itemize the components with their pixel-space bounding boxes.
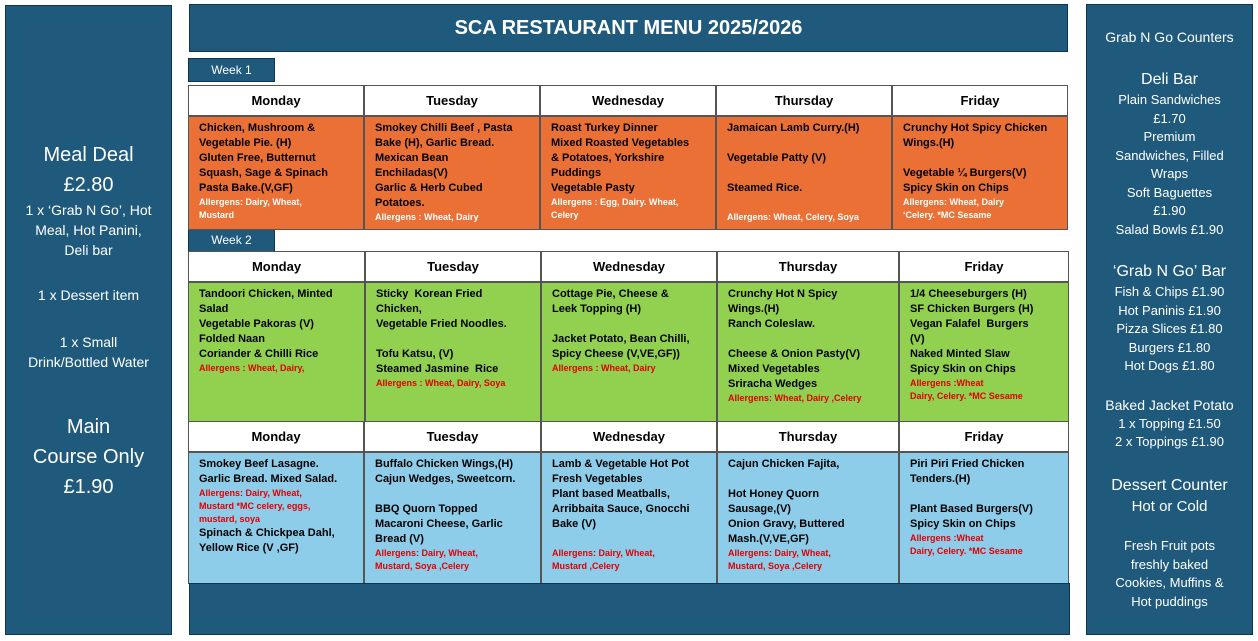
spacer	[375, 487, 534, 502]
dish-line: Folded Naan	[199, 333, 266, 345]
grab-item: Hot Paninis £1.90	[1118, 302, 1221, 318]
day-header: Thursday	[717, 251, 899, 282]
dish-line: Bake (V)	[552, 518, 597, 530]
dish-line: Mixed Roasted Vegetables	[551, 137, 690, 149]
spacer	[903, 151, 1061, 166]
dish-line: Garlic Bread. Mixed Salad.	[199, 473, 338, 485]
spacer	[910, 487, 1062, 502]
menu-cell	[717, 282, 899, 424]
dish-line: Spicy Skin on Chips	[910, 363, 1016, 375]
day-header: Monday	[188, 251, 365, 282]
dish-line: Spicy Skin on Chips	[910, 518, 1016, 530]
dish-line: Spicy Skin on Chips	[903, 182, 1009, 194]
spacer	[727, 196, 885, 211]
dish-line: Crunchy Hot Spicy Chicken	[903, 122, 1048, 134]
meal-deal-panel	[5, 5, 172, 635]
main-course-price: £1.90	[63, 476, 114, 498]
dish-line: Buffalo Chicken Wings,(H)	[375, 458, 514, 470]
menu-row	[188, 452, 1069, 584]
dessert-item: Hot puddings	[1131, 593, 1208, 609]
dish-line: Spinach & Chickpea Dahl,	[199, 527, 335, 539]
grab-n-go-counters-heading: Grab N Go Counters	[1105, 29, 1234, 45]
dish-line: Gluten Free, Butternut	[199, 152, 316, 164]
dish-line: Puddings	[551, 167, 602, 179]
menu-cell	[899, 282, 1069, 424]
dessert-item: Fresh Fruit pots	[1123, 538, 1216, 553]
dish-line: Vegetable Pie. (H)	[199, 137, 292, 149]
dish-line: Piri Piri Fried Chicken	[910, 458, 1025, 470]
deli-item: Premium	[1143, 129, 1196, 144]
dish-line: Garlic & Herb Cubed	[375, 182, 483, 194]
day-header: Tuesday	[364, 421, 541, 452]
menu-cell	[717, 452, 899, 584]
menu-cell	[899, 452, 1069, 584]
allergen-text: Allergens: Dairy, Wheat,	[728, 548, 831, 558]
footer-bar	[189, 583, 1070, 635]
deli-bar-title: Deli Bar	[1141, 71, 1198, 88]
spacer	[727, 136, 885, 151]
dish-line: Cottage Pie, Cheese &	[552, 288, 669, 300]
dish-line: Potatoes.	[375, 197, 425, 209]
menu-cell	[188, 452, 364, 584]
allergen-text: Dairy, Celery. *MC Sesame	[910, 391, 1023, 401]
dish-line: Pasta Bake.(V,GF)	[199, 182, 293, 194]
deli-bar-items	[1087, 91, 1252, 239]
potato-item: 2 x Toppings £1.90	[1115, 434, 1224, 449]
allergen-text: Allergens: Dairy, Wheat,	[199, 488, 302, 498]
menu-cell	[188, 116, 364, 230]
grab-bar-items	[1087, 283, 1252, 376]
main-course-section	[6, 412, 171, 502]
grab-n-go-panel	[1086, 4, 1253, 635]
grab-bar-title: ‘Grab N Go’ Bar	[1112, 263, 1227, 280]
dish-line: Crunchy Hot N Spicy	[728, 288, 838, 300]
spacer	[728, 332, 892, 347]
dish-line: Yellow Rice (V ,GF)	[199, 542, 299, 554]
allergen-text: Allergens : Egg, Dairy. Wheat,	[551, 197, 679, 207]
deli-bar-section	[1087, 69, 1252, 239]
day-header-row	[188, 421, 1069, 452]
dish-line: Vegetable Pasty	[551, 182, 635, 194]
spacer	[727, 166, 885, 181]
allergen-text: Allergens : Wheat, Dairy,	[199, 363, 305, 373]
allergen-text: Allergens: Dairy, Wheat,	[375, 548, 478, 558]
day-header: Wednesday	[541, 251, 717, 282]
dish-line: Cajun Wedges, Sweetcorn.	[375, 473, 516, 485]
grab-item: Hot Dogs £1.80	[1124, 358, 1215, 373]
dish-line: & Potatoes, Yorkshire	[551, 152, 665, 164]
deli-item: Soft Baguettes	[1126, 184, 1213, 200]
dish-line: Vegetable ¼ Burgers(V)	[903, 167, 1027, 179]
dish-line: Salad	[199, 303, 229, 315]
day-header: Friday	[899, 421, 1069, 452]
dish-line: Cajun Chicken Fajita,	[728, 458, 840, 470]
dessert-counter-title-1: Dessert Counter	[1111, 477, 1228, 494]
menu-cell	[188, 282, 365, 424]
dish-line: Coriander & Chilli Rice	[199, 348, 319, 360]
menu-cell	[364, 116, 540, 230]
dish-line: Tofu Katsu, (V)	[376, 348, 454, 360]
dessert-counter-items	[1087, 537, 1252, 611]
main-course-title-2: Course Only	[32, 446, 145, 468]
meal-deal-title: Meal Deal	[43, 144, 134, 166]
drink-section	[6, 332, 171, 372]
grab-item: Burgers £1.80	[1128, 339, 1211, 355]
main-course-title-1: Main	[66, 416, 111, 438]
day-header: Wednesday	[541, 421, 717, 452]
dish-line: Mexican Bean	[375, 152, 449, 164]
dish-line: Cheese & Onion Pasty(V)	[728, 348, 861, 360]
jacket-potato-items	[1087, 415, 1252, 452]
week-2-table	[188, 251, 1069, 424]
dish-line: Tenders.(H)	[910, 473, 971, 485]
allergen-text: Allergens : Wheat, Dairy	[375, 212, 479, 222]
dessert-item: freshly baked	[1130, 556, 1209, 572]
dish-line: Vegetable Pakoras (V)	[199, 318, 314, 330]
allergen-text: Allergens: Wheat, Celery, Soya	[727, 212, 859, 222]
allergen-text: Mustard, Soya ,Celery	[375, 561, 470, 571]
deli-item: £1.70	[1153, 110, 1186, 126]
allergen-text: mustard, soya	[199, 514, 261, 524]
dessert-counter-title-2: Hot or Cold	[1131, 498, 1208, 515]
dish-line: Lamb & Vegetable Hot Pot	[552, 458, 689, 470]
drink-line-2: Drink/Bottled Water	[28, 354, 149, 370]
potato-item: 1 x Topping £1.50	[1118, 415, 1221, 431]
dish-line: Sticky Korean Fried	[376, 288, 483, 300]
dish-line: Squash, Sage & Spinach	[199, 167, 328, 179]
dish-line: Leek Topping (H)	[552, 303, 642, 315]
dish-line: Vegan Falafel Burgers	[910, 318, 1029, 330]
allergen-text: Allergens : Wheat, Dairy, Soya	[376, 378, 506, 388]
dish-line: Bread (V)	[375, 533, 424, 545]
meal-deal-desc-3: Deli bar	[64, 242, 113, 258]
dish-line: Tandoori Chicken, Minted	[199, 288, 333, 300]
dish-line: Smokey Beef Lasagne.	[199, 458, 319, 470]
dish-line: Roast Turkey Dinner	[551, 122, 658, 134]
day-header-row	[188, 251, 1069, 282]
dish-line: Sriracha Wedges	[728, 378, 818, 390]
dish-line: Jacket Potato, Bean Chilli,	[552, 333, 690, 345]
week-1-tab: Week 1	[188, 58, 275, 82]
menu-title: SCA RESTAURANT MENU 2025/2026	[189, 4, 1068, 52]
day-header: Friday	[892, 85, 1068, 116]
deli-item: Plain Sandwiches	[1118, 92, 1221, 107]
dish-line: Spicy Cheese (V,VE,GF))	[552, 348, 680, 360]
dish-line: Naked Minted Slaw	[910, 348, 1010, 360]
spacer	[376, 332, 534, 347]
allergen-text: ‘Celery. *MC Sesame	[903, 210, 992, 220]
day-header: Tuesday	[364, 85, 540, 116]
week-3-table	[188, 421, 1069, 584]
dish-line: Steamed Rice.	[727, 182, 803, 194]
dish-line: Onion Gravy, Buttered	[728, 518, 845, 530]
menu-cell	[364, 452, 541, 584]
dish-line: Wings.(H)	[903, 137, 955, 149]
allergen-text: Allergens: Dairy, Wheat,	[199, 197, 302, 207]
menu-row	[188, 116, 1068, 230]
dish-line: Ranch Coleslaw.	[728, 318, 816, 330]
meal-deal-section	[6, 140, 171, 260]
day-header: Tuesday	[365, 251, 541, 282]
day-header-row	[188, 85, 1068, 116]
allergen-text: Allergens :Wheat	[910, 533, 984, 543]
allergen-text: Allergens: Wheat, Dairy ,Celery	[728, 393, 862, 403]
allergen-text: Mustard, Soya ,Celery	[728, 561, 823, 571]
dessert-counter-section	[1087, 475, 1252, 517]
dish-line: Jamaican Lamb Curry.(H)	[727, 122, 860, 134]
grab-item: Pizza Slices £1.80	[1116, 321, 1223, 336]
menu-cell	[540, 116, 716, 230]
day-header: Monday	[188, 421, 364, 452]
menu-cell	[365, 282, 541, 424]
dish-line: Chicken,	[376, 303, 422, 315]
dish-line: Vegetable Fried Noodles.	[376, 318, 507, 330]
allergen-text: Allergens: Wheat, Dairy	[903, 197, 1005, 207]
dish-line: Macaroni Cheese, Garlic	[375, 518, 503, 530]
deli-item: Wraps	[1150, 166, 1189, 181]
dish-line: Bake (H), Garlic Bread.	[375, 137, 495, 149]
meal-deal-desc-2: Meal, Hot Panini,	[35, 222, 142, 238]
dish-line: Plant Based Burgers(V)	[910, 503, 1033, 515]
day-header: Thursday	[716, 85, 892, 116]
dish-line: Sausage,(V)	[728, 503, 791, 515]
dish-line: Steamed Jasmine Rice	[376, 363, 499, 375]
allergen-text: Dairy, Celery. *MC Sesame	[910, 546, 1023, 556]
jacket-potato-title: Baked Jacket Potato	[1105, 397, 1234, 413]
meal-deal-price: £2.80	[63, 174, 114, 196]
dish-line: Fresh Vegetables	[552, 473, 643, 485]
spacer	[552, 532, 710, 547]
day-header: Thursday	[717, 421, 899, 452]
dish-line: Vegetable Patty (V)	[727, 152, 827, 164]
allergen-text: Allergens : Wheat, Dairy	[552, 363, 656, 373]
dish-line: SF Chicken Burgers (H)	[910, 303, 1034, 315]
allergen-text: Allergens :Wheat	[910, 378, 984, 388]
menu-cell	[541, 282, 717, 424]
dessert-item-text: 1 x Dessert item	[37, 287, 140, 303]
meal-deal-desc-1: 1 x ‘Grab N Go’, Hot	[25, 202, 152, 218]
deli-item: Salad Bowls £1.90	[1115, 221, 1224, 237]
drink-line-1: 1 x Small	[59, 334, 118, 350]
day-header: Monday	[188, 85, 364, 116]
jacket-potato-section	[1087, 396, 1252, 452]
dish-line: Mixed Vegetables	[728, 363, 820, 375]
dish-line: BBQ Quorn Topped	[375, 503, 478, 515]
grab-bar-section	[1087, 261, 1252, 376]
allergen-text: Mustard ,Celery	[552, 561, 620, 571]
allergen-text: Allergens: Dairy, Wheat,	[552, 548, 655, 558]
week-1-table	[188, 85, 1068, 230]
menu-cell	[541, 452, 717, 584]
spacer	[728, 472, 892, 487]
dish-line: (V)	[910, 333, 925, 345]
allergen-text: Mustard	[199, 210, 235, 220]
dessert-item: Cookies, Muffins &	[1115, 575, 1224, 590]
day-header: Friday	[899, 251, 1069, 282]
menu-cell	[892, 116, 1068, 230]
deli-item: £1.90	[1153, 203, 1186, 218]
dish-line: Hot Honey Quorn	[728, 488, 820, 500]
week-2-tab: Week 2	[188, 228, 275, 252]
menu-row	[188, 282, 1069, 424]
dish-line: Chicken, Mushroom &	[199, 122, 316, 134]
dish-line: Enchiladas(V)	[375, 167, 448, 179]
grab-item: Fish & Chips £1.90	[1114, 284, 1225, 299]
spacer	[552, 317, 710, 332]
day-header: Wednesday	[540, 85, 716, 116]
dish-line: Mash.(V,VE,GF)	[728, 533, 809, 545]
dish-line: Smokey Chilli Beef , Pasta	[375, 122, 513, 134]
allergen-text: Celery	[551, 210, 579, 220]
deli-item: Sandwiches, Filled	[1115, 147, 1224, 163]
dish-line: Arribbaita Sauce, Gnocchi	[552, 503, 690, 515]
dish-line: Plant based Meatballs,	[552, 488, 670, 500]
dish-line: Wings.(H)	[728, 303, 780, 315]
dish-line: 1/4 Cheeseburgers (H)	[910, 288, 1027, 300]
menu-cell	[716, 116, 892, 230]
allergen-text: Mustard *MC celery, eggs,	[199, 501, 311, 511]
